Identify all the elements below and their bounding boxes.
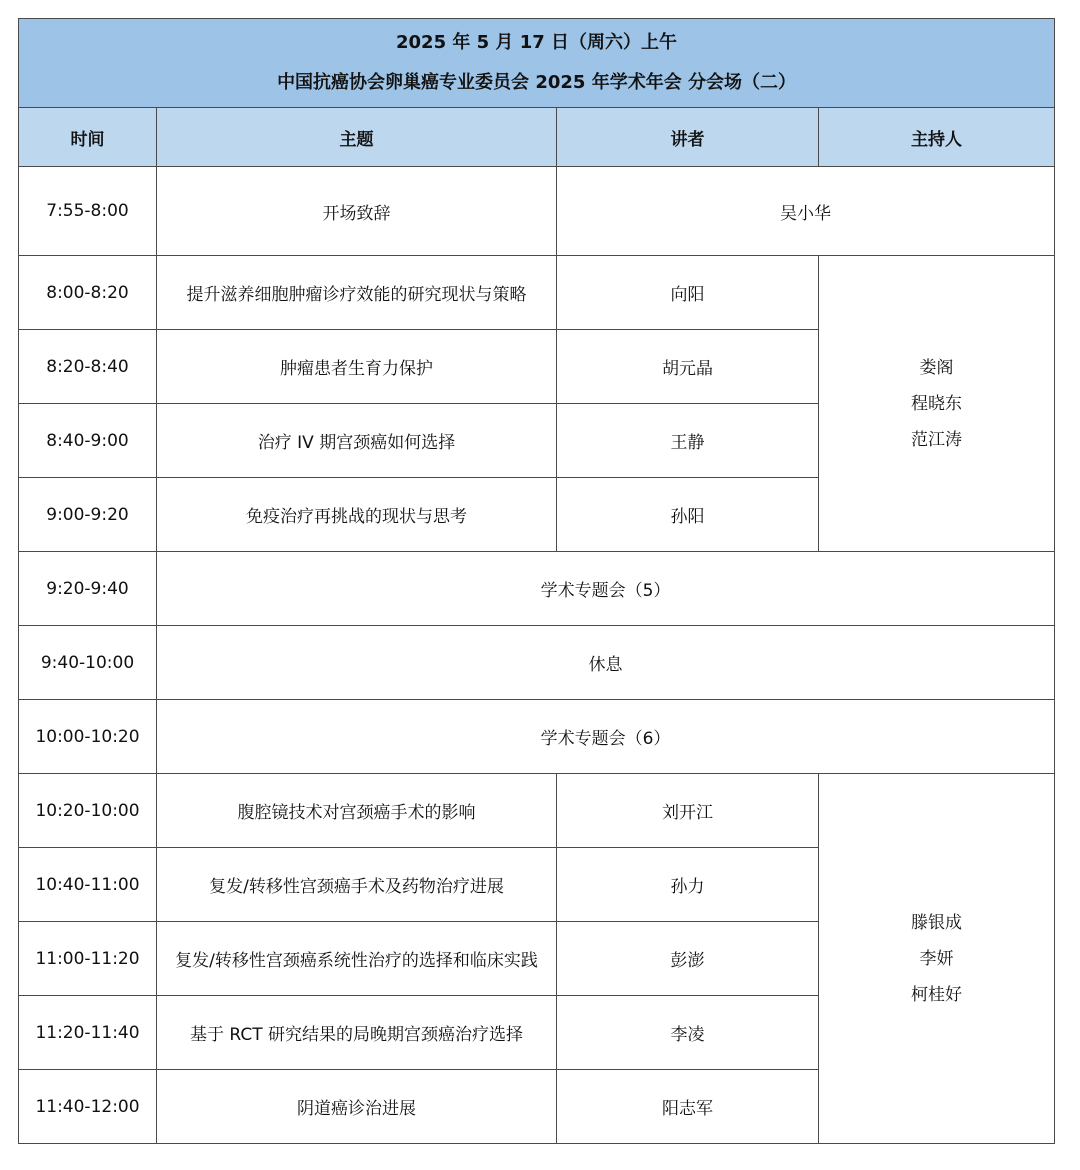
topic-cell: 免疫治疗再挑战的现状与思考 xyxy=(157,478,557,552)
title-date: 2025 年 5 月 17 日（周六）上午 xyxy=(396,32,678,53)
speaker-cell: 吴小华 xyxy=(557,167,1055,256)
time-cell: 11:00-11:20 xyxy=(19,922,157,996)
host-name: 柯桂好 xyxy=(911,984,963,1005)
session-cell: 学术专题会（5） xyxy=(157,552,1055,626)
time-cell: 9:20-9:40 xyxy=(19,552,157,626)
speaker-cell: 彭澎 xyxy=(557,922,819,996)
host-name: 李妍 xyxy=(919,948,954,969)
topic-cell: 提升滋养细胞肿瘤诊疗效能的研究现状与策略 xyxy=(157,256,557,330)
host-cell xyxy=(819,774,1055,1144)
speaker-cell: 阳志军 xyxy=(557,1070,819,1144)
host-name: 滕银成 xyxy=(911,912,963,933)
header-topic: 主题 xyxy=(157,108,557,167)
header-host: 主持人 xyxy=(819,108,1055,167)
speaker-cell: 刘开江 xyxy=(557,774,819,848)
speaker-cell: 孙力 xyxy=(557,848,819,922)
table-row xyxy=(19,774,1055,848)
table-title xyxy=(19,19,1055,108)
host-cell xyxy=(819,256,1055,552)
header-row xyxy=(19,108,1055,167)
topic-cell: 开场致辞 xyxy=(157,167,557,256)
break-cell: 休息 xyxy=(157,626,1055,700)
time-cell: 10:40-11:00 xyxy=(19,848,157,922)
speaker-cell: 李凌 xyxy=(557,996,819,1070)
host-name: 程晓东 xyxy=(911,393,963,414)
table-row xyxy=(19,626,1055,700)
table-row xyxy=(19,256,1055,330)
speaker-cell: 胡元晶 xyxy=(557,330,819,404)
table-row xyxy=(19,167,1055,256)
schedule-table xyxy=(18,18,1055,1144)
time-cell: 9:00-9:20 xyxy=(19,478,157,552)
time-cell: 11:40-12:00 xyxy=(19,1070,157,1144)
host-name: 娄阁 xyxy=(919,357,954,378)
title-event: 中国抗癌协会卵巢癌专业委员会 2025 年学术年会 分会场（二） xyxy=(277,72,796,93)
topic-cell: 治疗 IV 期宫颈癌如何选择 xyxy=(157,404,557,478)
speaker-cell: 孙阳 xyxy=(557,478,819,552)
time-cell: 11:20-11:40 xyxy=(19,996,157,1070)
topic-cell: 腹腔镜技术对宫颈癌手术的影响 xyxy=(157,774,557,848)
topic-cell: 阴道癌诊治进展 xyxy=(157,1070,557,1144)
speaker-cell: 向阳 xyxy=(557,256,819,330)
topic-cell: 复发/转移性宫颈癌手术及药物治疗进展 xyxy=(157,848,557,922)
time-cell: 8:40-9:00 xyxy=(19,404,157,478)
title-row xyxy=(19,19,1055,108)
topic-cell: 基于 RCT 研究结果的局晚期宫颈癌治疗选择 xyxy=(157,996,557,1070)
schedule-wrapper xyxy=(18,18,1054,1144)
host-name: 范江涛 xyxy=(911,429,963,450)
table-row xyxy=(19,552,1055,626)
session-cell: 学术专题会（6） xyxy=(157,700,1055,774)
time-cell: 8:00-8:20 xyxy=(19,256,157,330)
time-cell: 7:55-8:00 xyxy=(19,167,157,256)
time-cell: 10:20-10:00 xyxy=(19,774,157,848)
header-time: 时间 xyxy=(19,108,157,167)
time-cell: 8:20-8:40 xyxy=(19,330,157,404)
table-row xyxy=(19,700,1055,774)
speaker-cell: 王静 xyxy=(557,404,819,478)
header-speaker: 讲者 xyxy=(557,108,819,167)
time-cell: 10:00-10:20 xyxy=(19,700,157,774)
topic-cell: 复发/转移性宫颈癌系统性治疗的选择和临床实践 xyxy=(157,922,557,996)
topic-cell: 肿瘤患者生育力保护 xyxy=(157,330,557,404)
time-cell: 9:40-10:00 xyxy=(19,626,157,700)
